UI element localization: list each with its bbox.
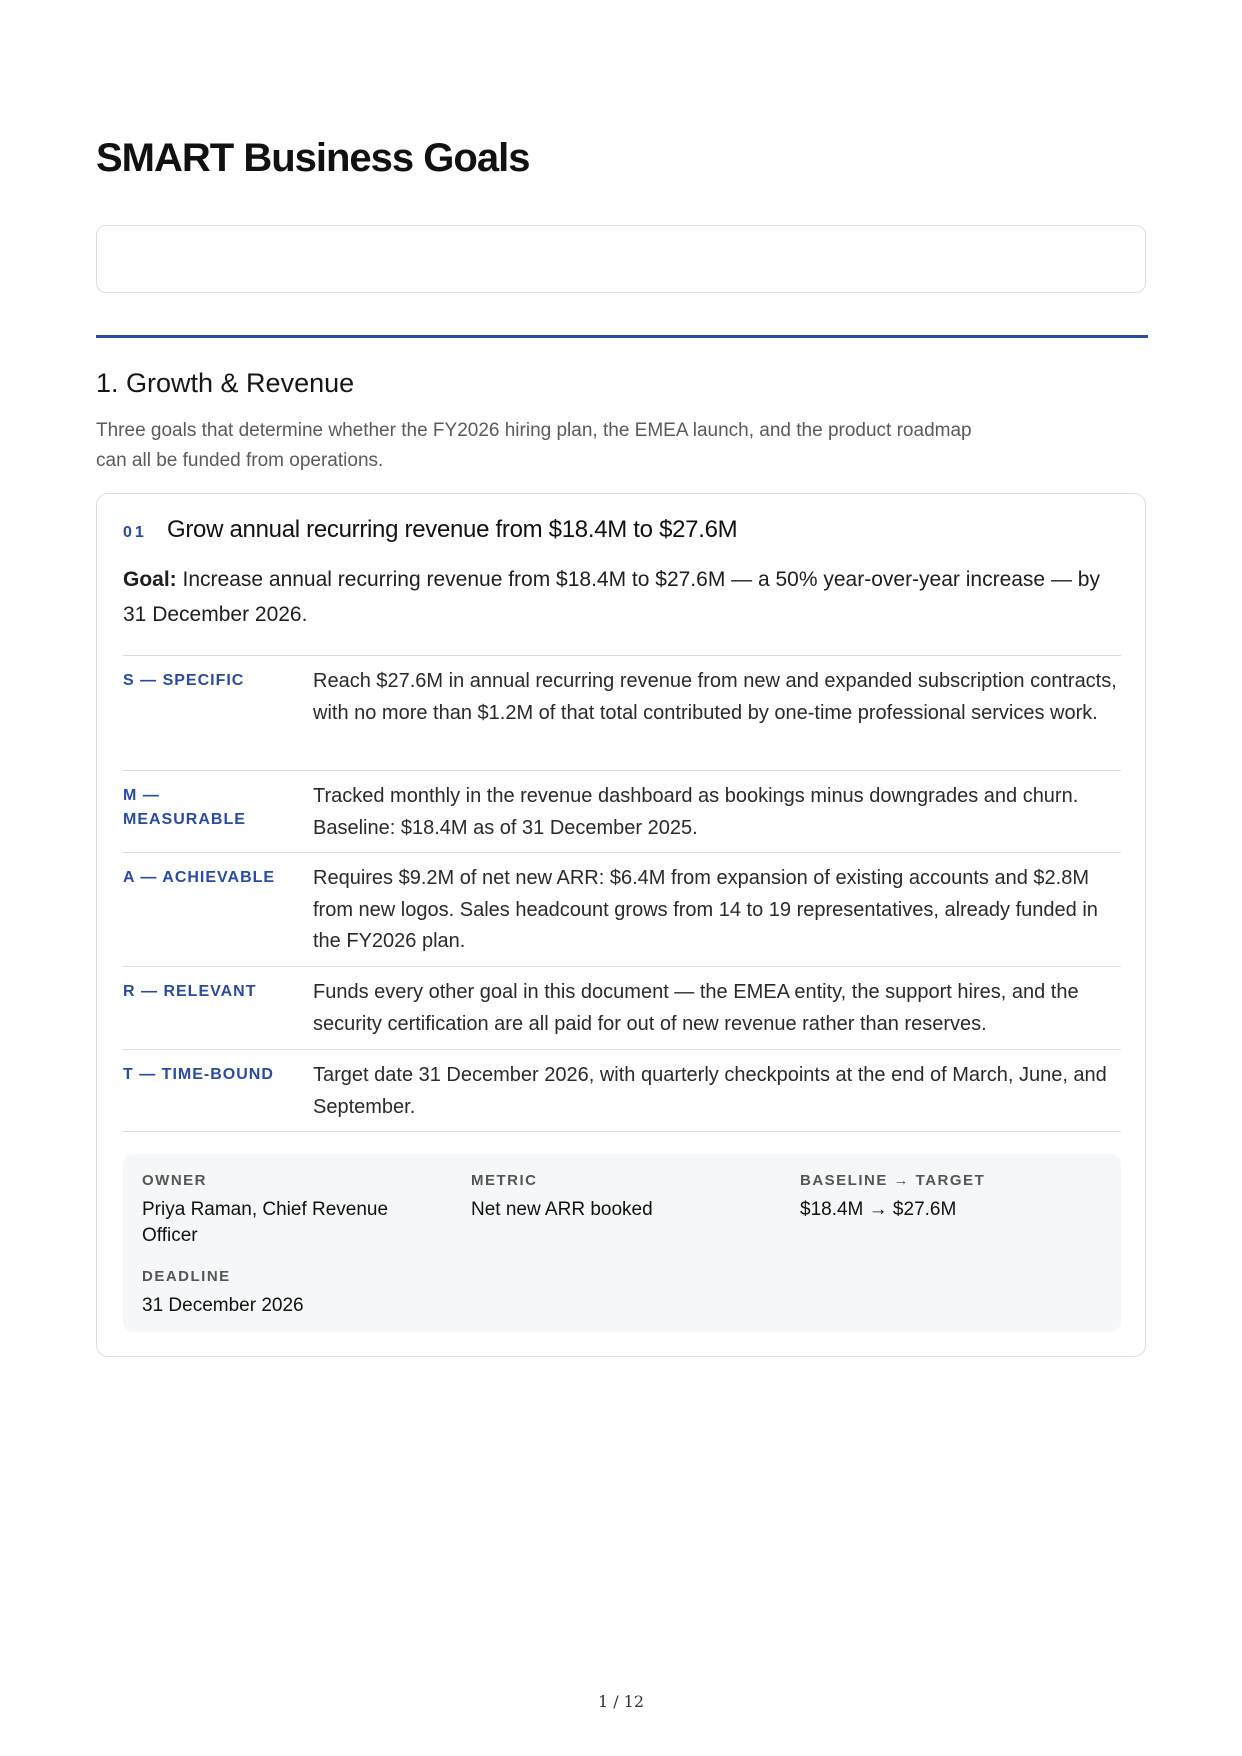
goal-label: Goal:	[123, 568, 177, 591]
summary-box	[96, 225, 1146, 293]
smart-label: M — MEASURABLE	[123, 787, 246, 828]
meta-owner-label: OWNER	[142, 1172, 207, 1189]
meta-baseline-target	[800, 1171, 1080, 1223]
meta-deadline	[142, 1267, 422, 1319]
goal-header	[123, 516, 737, 544]
smart-label: T — TIME-BOUND	[123, 1066, 274, 1083]
smart-row-time-bound	[123, 1049, 1121, 1132]
section-description: Three goals that determine whether the FY2026 hiring plan, the EMEA launch, and the product roadmap can all be funded from operations.	[96, 420, 972, 471]
goal-meta-panel	[123, 1154, 1121, 1332]
section-title: 1. Growth & Revenue	[96, 368, 355, 398]
smart-text: Tracked monthly in the revenue dashboard as bookings minus downgrades and churn. Baseline: $18.4M as of 31 December 2025.	[313, 785, 1079, 839]
smart-label: S — SPECIFIC	[123, 672, 245, 689]
smart-text: Target date 31 December 2026, with quarterly checkpoints at the end of March, June, and September.	[313, 1064, 1107, 1118]
page-number: 1 / 12	[597, 1692, 645, 1711]
meta-deadline-value: 31 December 2026	[142, 1295, 304, 1316]
smart-text: Funds every other goal in this document — the EMEA entity, the support hires, and the security certification are all paid for out of new revenue rather than reserves.	[313, 981, 1079, 1035]
smart-row-achievable	[123, 852, 1121, 966]
smart-table	[123, 655, 1121, 1132]
smart-row-specific	[123, 655, 1121, 770]
smart-row-relevant	[123, 966, 1121, 1049]
goal-number: 01	[123, 524, 147, 541]
goal-card	[96, 493, 1146, 1357]
meta-owner-value: Priya Raman, Chief Revenue Officer	[142, 1199, 389, 1246]
meta-metric-value: Net new ARR booked	[471, 1199, 653, 1220]
smart-text: Requires $9.2M of net new ARR: $6.4M from expansion of existing accounts and $2.8M from new logos. Sales headcount grows from 14 to 19 representatives, already funded in the FY2026 plan.	[313, 867, 1098, 952]
goal-statement-text: Increase annual recurring revenue from $18.4M to $27.6M — a 50% year-over-year increase — by 31 December 2026.	[123, 568, 1100, 626]
meta-baseline-value: $18.4M → $27.6M	[800, 1199, 957, 1220]
section-divider	[96, 335, 1148, 338]
smart-label: R — RELEVANT	[123, 983, 257, 1000]
document-title: SMART Business Goals	[96, 136, 530, 180]
meta-metric-label: METRIC	[471, 1172, 538, 1189]
meta-baseline-label: BASELINE → TARGET	[800, 1172, 986, 1189]
goal-statement	[123, 562, 1123, 632]
smart-text: Reach $27.6M in annual recurring revenue from new and expanded subscription contracts, with no more than $1.2M of that total contributed by one-time professional services work.	[313, 670, 1117, 724]
meta-metric	[471, 1171, 751, 1223]
smart-row-measurable	[123, 770, 1121, 852]
goal-title: Grow annual recurring revenue from $18.4M to $27.6M	[167, 516, 738, 543]
smart-label: A — ACHIEVABLE	[123, 869, 276, 886]
meta-owner	[142, 1171, 422, 1249]
meta-deadline-label: DEADLINE	[142, 1268, 231, 1285]
